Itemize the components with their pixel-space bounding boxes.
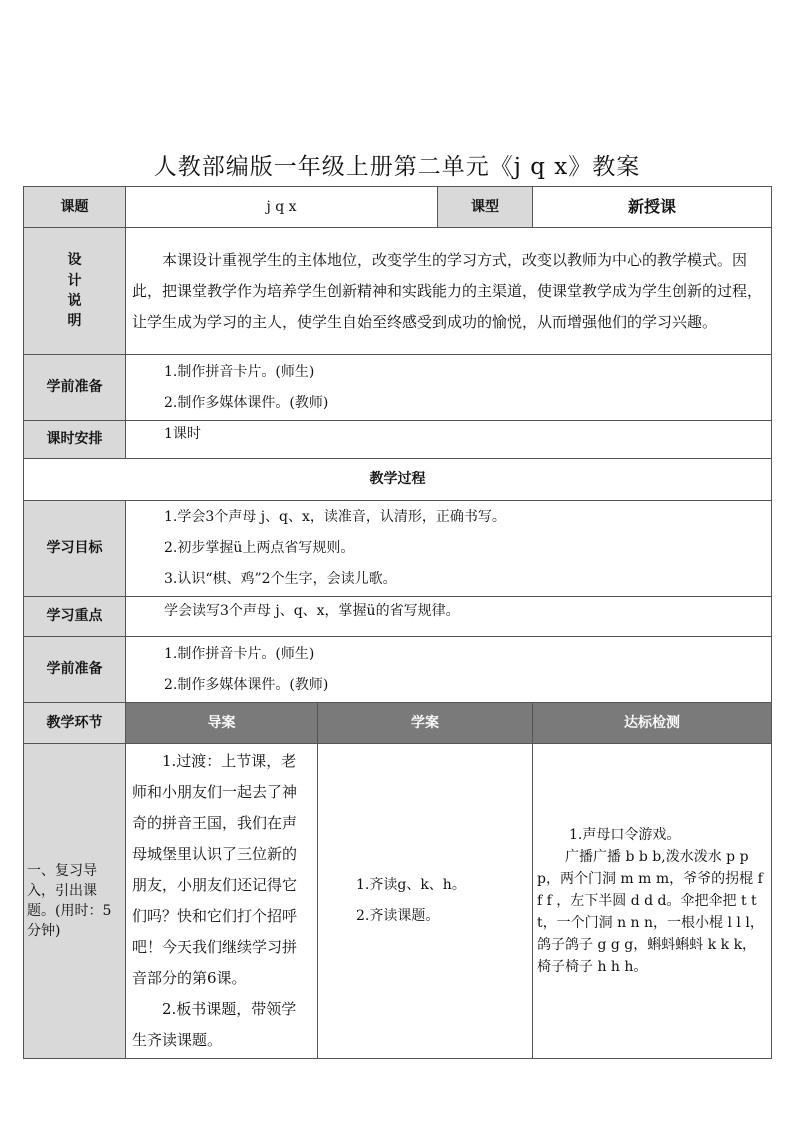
key-points-label: 学习重点 (24, 597, 126, 637)
stages-col-check: 达标检测 (533, 703, 772, 744)
design-label-char: 计 (67, 272, 82, 289)
prep2-label: 学前准备 (24, 637, 126, 703)
prep1-item: 1.制作拼音卡片。(师生) (164, 363, 315, 380)
goals-label: 学习目标 (24, 501, 126, 597)
document-title: 人教部编版一年级上册第二单元《j q x》教案 (153, 154, 641, 180)
header-row (24, 187, 772, 228)
design-row (24, 228, 772, 355)
check-title: 1.声母口令游戏。 (569, 827, 681, 843)
guide-paragraph: 2.板书课题，带领学生齐读课题。 (132, 1000, 297, 1049)
design-text: 本课设计重视学生的主体地位，改变学生的学习方式，改变以教师为中心的教学模式。因此，把课堂教学作为培养学生创新精神和实践能力的主渠道，使课堂教学成为学生创新的过程，让学生成为学习的主人，使学生自始至终感受到成功的愉悦，从而增强他们的学习兴趣。 (132, 250, 763, 331)
prep2-row (24, 637, 772, 703)
stage-row (24, 744, 772, 1059)
lesson-value: j q x (126, 187, 438, 228)
type-label: 课型 (438, 187, 533, 228)
schedule-label: 课时安排 (24, 421, 126, 459)
design-label-char: 明 (67, 313, 82, 330)
prep2-item: 1.制作拼音卡片。(师生) (164, 645, 315, 662)
goal-item: 1.学会3个声母 j、q、x，读准音，认清形，正确书写。 (164, 509, 506, 525)
process-title-row (24, 459, 772, 501)
check-text: 广播广播 b b b,泼水泼水 p p p，两个门洞 m m m，爷爷的拐棍 f f f ，左下半圆 d d d。伞把伞把 t t t，一个门洞 n n n，一根小棍 l l l，鸽子鸽子 g g g，蝌蚪蝌蚪 k k k，椅子椅子 h h h。 (537, 849, 764, 975)
stages-col-stage: 教学环节 (24, 703, 126, 744)
goal-item: 2.初步掌握ü上两点省写规则。 (164, 540, 355, 556)
key-points-value: 学会读写3个声母 j、q、x，掌握ü的省写规律。 (164, 603, 460, 619)
design-label (24, 228, 126, 355)
goals-row (24, 501, 772, 597)
stages-col-study: 学案 (318, 703, 533, 744)
schedule-value: 1课时 (164, 426, 201, 442)
key-points-row (24, 597, 772, 637)
goal-item: 3.认识“棋、鸡”2个生字，会读儿歌。 (164, 571, 397, 587)
lesson-label: 课题 (24, 187, 126, 228)
prep1-row (24, 355, 772, 421)
study-item: 1.齐读g、k、h。 (356, 877, 466, 893)
stage-name: 一、复习导入，引出课题。(用时：5分钟) (24, 744, 126, 1059)
type-value: 新授课 (533, 187, 772, 228)
design-label-char: 设 (67, 252, 82, 269)
process-title: 教学过程 (24, 459, 772, 501)
design-label-char: 说 (67, 293, 82, 309)
stages-header-row (24, 703, 772, 744)
study-item: 2.齐读课题。 (356, 908, 440, 924)
guide-paragraph: 1.过渡：上节课，老师和小朋友们一起去了神奇的拼音王国，我们在声母城堡里认识了三位新的朋友，小朋友们还记得它们吗？快和它们打个招呼吧！今天我们继续学习拼音部分的第6课。 (132, 752, 298, 987)
prep1-item: 2.制作多媒体课件。(教师) (164, 394, 329, 411)
schedule-row (24, 421, 772, 459)
lesson-plan-table (23, 186, 772, 1059)
prep2-item: 2.制作多媒体课件。(教师) (164, 676, 329, 693)
prep1-label: 学前准备 (24, 355, 126, 421)
stages-col-guide: 导案 (126, 703, 318, 744)
